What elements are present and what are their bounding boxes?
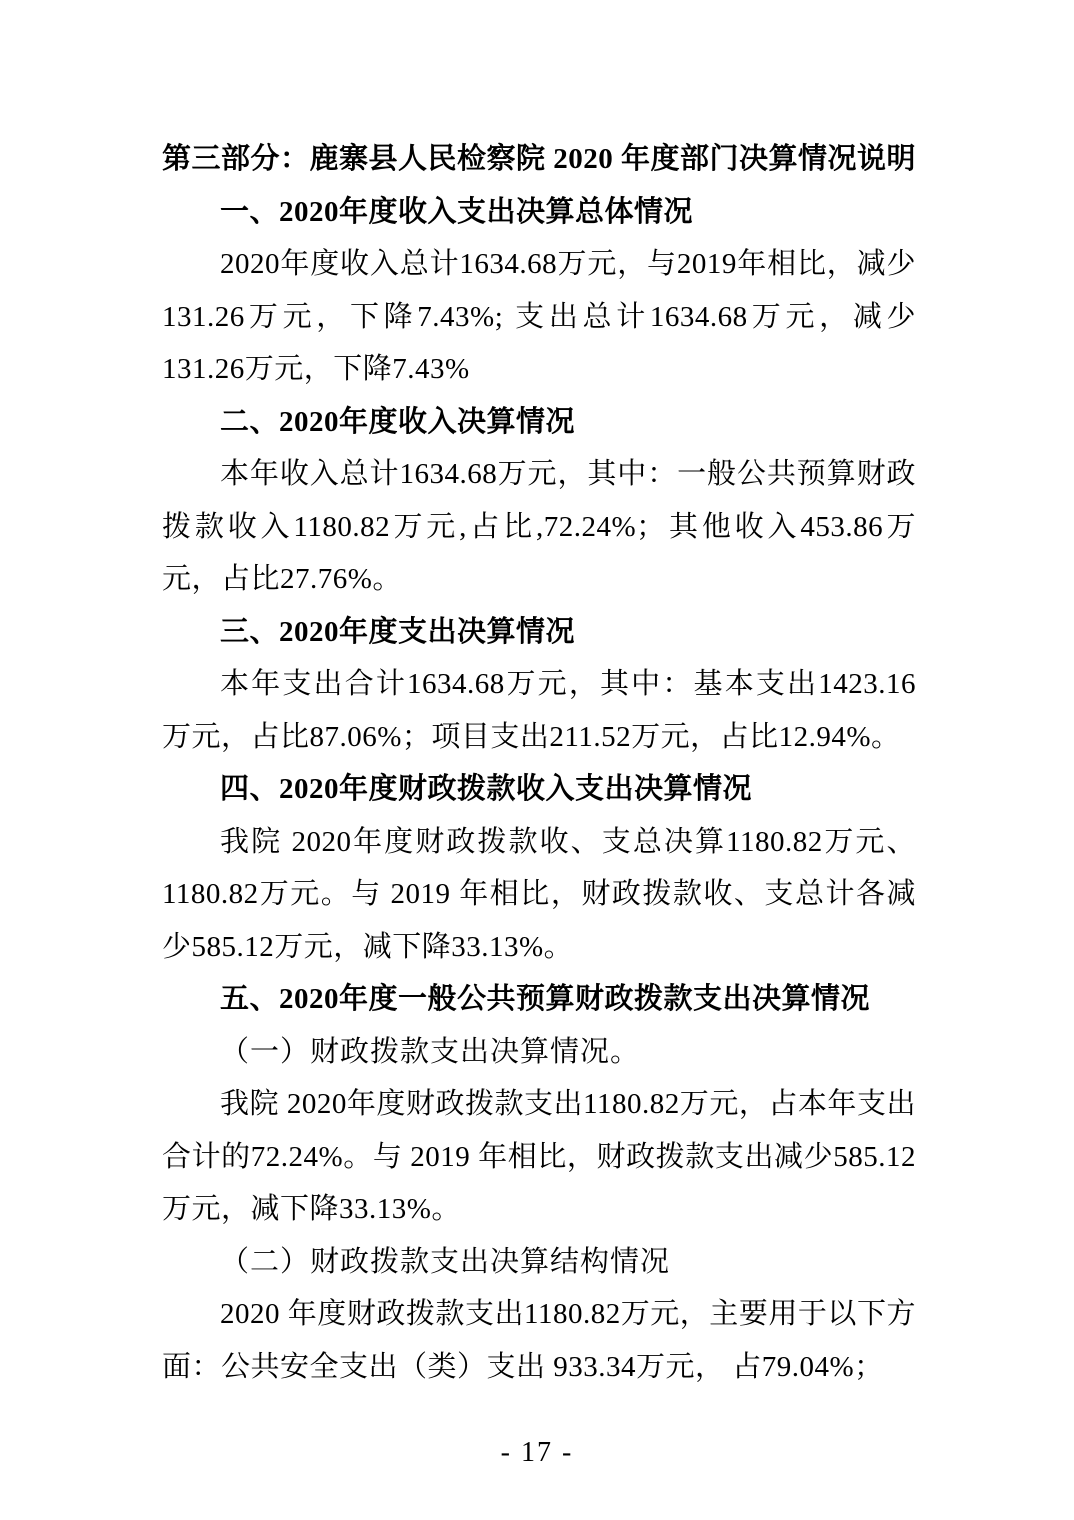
section-heading-3: 三、2020年度支出决算情况 xyxy=(220,615,576,648)
subheading-1: （一）财政拨款支出决算情况。 xyxy=(220,1035,641,1068)
paragraph-expenditure-details: 本年支出合计1634.68万元，其中：基本支出1423.16万元，占比87.06%；项目支出211.52万元，占比12.94%。 xyxy=(162,668,916,753)
document-title: 第三部分：鹿寨县人民检察院 2020 年度部门决算情况说明 xyxy=(162,143,917,175)
page-number: - 17 - xyxy=(500,1437,574,1468)
paragraph-fiscal-expenditure-details: 我院 2020年度财政拨款支出1180.82万元，占本年支出合计的72.24%。与 2019 年相比，财政拨款支出减少585.12万元，减下降33.13%。 xyxy=(162,1088,916,1225)
section-heading-5: 五、2020年度一般公共预算财政拨款支出决算情况 xyxy=(220,983,871,1015)
section-heading-1: 一、2020年度收入支出决算总体情况 xyxy=(220,195,694,228)
paragraph-fiscal-appropriation-overview: 我院 2020年度财政拨款收、支总决算1180.82万元、1180.82万元。与 2019 年相比，财政拨款收、支总计各减少585.12万元，减下降33.13%。 xyxy=(162,825,916,963)
section-heading-4: 四、2020年度财政拨款收入支出决算情况 xyxy=(220,773,753,805)
paragraph-income-details: 本年收入总计1634.68万元，其中：一般公共预算财政拨款收入1180.82万元,占比,72.24%；其他收入453.86万元，占比27.76%。 xyxy=(162,458,916,595)
section-heading-2: 二、2020年度收入决算情况 xyxy=(220,405,576,438)
subheading-2: （二）财政拨款支出决算结构情况 xyxy=(220,1245,671,1278)
paragraph-fiscal-expenditure-structure: 2020 年度财政拨款支出1180.82万元，主要用于以下方面：公共安全支出（类）支出 933.34万元， 占79.04%； xyxy=(162,1298,916,1383)
paragraph-income-expenditure-overview: 2020年度收入总计1634.68万元，与2019年相比，减少131.26万元，下降7.43%; 支出总计1634.68万元，减少131.26万元，下降7.43% xyxy=(162,248,916,385)
